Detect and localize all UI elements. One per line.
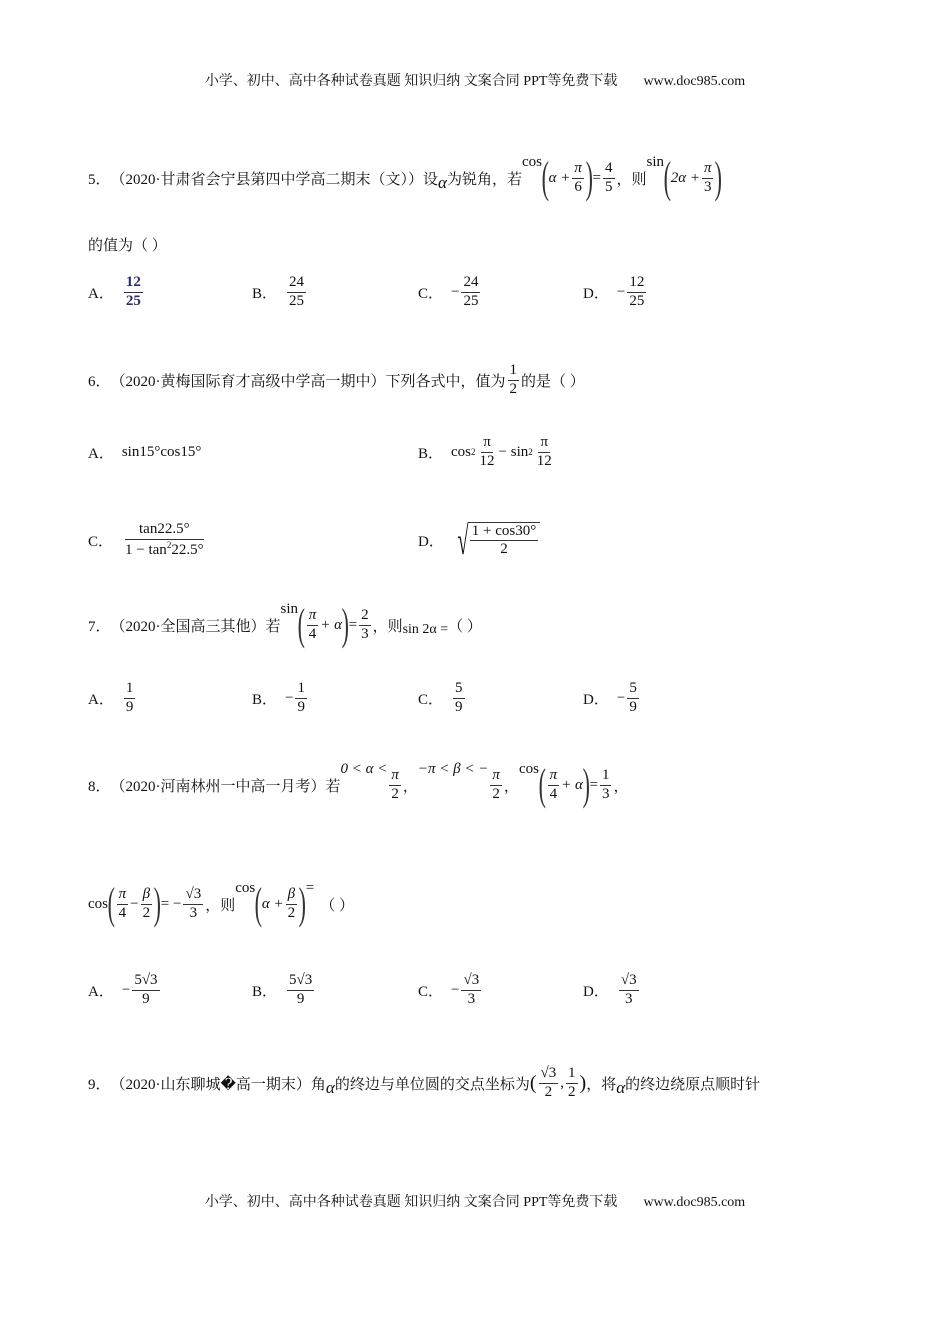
footer-text: 小学、初中、高中各种试卷真题 知识归纳 文案合同 PPT等免费下载 <box>204 1195 618 1210</box>
fraction <box>539 1065 559 1101</box>
den: 2 <box>287 904 296 921</box>
fraction <box>548 767 560 803</box>
question-5 <box>88 148 722 208</box>
num: π <box>481 434 493 452</box>
q-source: （2020·全国高三其他）若 <box>110 618 281 635</box>
option-label: D． <box>583 691 609 708</box>
den: 3 <box>601 785 610 802</box>
num: π <box>538 434 550 452</box>
num: 1 + cos30° <box>470 523 538 541</box>
den: 12 <box>479 452 495 469</box>
num: 1 <box>508 362 520 380</box>
fn-cos: cos <box>88 895 108 912</box>
expr: α + <box>261 895 284 912</box>
num: 5√3 <box>132 972 159 990</box>
num: β <box>286 886 297 904</box>
q-source: （2020·甘肃省会宁县第四中学高二期末（文））设 <box>110 171 439 188</box>
paren: ( <box>538 760 546 809</box>
den: 9 <box>297 698 305 715</box>
num: 5 <box>453 680 465 698</box>
paren: ) <box>298 879 307 928</box>
q-source: （2020·河南林州一中高一月考）若 <box>110 778 341 795</box>
den: 2 <box>509 380 518 397</box>
expr: + α <box>561 776 583 793</box>
fraction <box>627 274 646 310</box>
fraction <box>535 434 554 470</box>
fraction <box>572 160 584 196</box>
footer-url[interactable]: www.doc985.com <box>643 1195 746 1210</box>
num: 4 <box>603 160 615 178</box>
option-a[interactable] <box>88 960 162 1020</box>
option-label: D． <box>418 533 444 550</box>
comma: ， <box>402 778 418 795</box>
comma: ， <box>503 778 519 795</box>
den: 5 <box>605 178 613 195</box>
q-number: 7． <box>88 618 111 635</box>
expr: −π < β < − <box>417 761 489 777</box>
fn-sin: sin <box>280 601 299 617</box>
q-text: 的终边与单位圆的交点坐标为 <box>334 1076 530 1093</box>
expr: + α <box>320 616 342 633</box>
q-text: 的是（ ） <box>521 373 585 390</box>
fraction <box>508 362 520 398</box>
expr: α + <box>548 169 571 186</box>
option-d[interactable] <box>583 668 641 728</box>
paren: ( <box>663 153 672 202</box>
paren: ) <box>582 760 590 809</box>
sign: − <box>616 283 626 300</box>
fraction <box>287 972 314 1008</box>
option-label: B． <box>252 285 278 302</box>
option-label: C． <box>418 983 444 1000</box>
den: 12 <box>536 452 552 469</box>
comma: ， <box>613 778 629 795</box>
q-text: 为锐角，若 <box>446 171 522 188</box>
fraction <box>627 680 639 716</box>
expr: 0 < α < <box>340 761 388 777</box>
option-b[interactable] <box>252 262 308 322</box>
option-a[interactable] <box>88 422 201 482</box>
option-c[interactable] <box>88 510 208 570</box>
num: 12 <box>124 274 143 292</box>
fraction <box>117 886 129 922</box>
question-6 <box>88 350 585 410</box>
q-text: ，将 <box>586 1076 617 1093</box>
q-text: ，则 <box>616 171 647 188</box>
fraction <box>295 680 307 716</box>
option-c[interactable] <box>418 668 467 728</box>
option-label: D． <box>583 983 609 1000</box>
paren: ) <box>153 879 162 928</box>
den: 3 <box>361 625 369 642</box>
num: π <box>702 160 714 178</box>
option-d[interactable] <box>583 262 648 322</box>
exponent: 2 <box>528 447 533 457</box>
num: 1 <box>295 680 307 698</box>
fraction <box>124 680 136 716</box>
fraction <box>600 767 612 803</box>
paren: ) <box>585 153 593 202</box>
num: √3 <box>619 972 639 990</box>
paren: ) <box>579 1071 587 1094</box>
paren: ( <box>107 879 115 928</box>
q-number: 9． <box>88 1076 111 1093</box>
q-number: 6． <box>88 373 111 390</box>
option-d[interactable] <box>418 510 540 570</box>
page-footer <box>0 1191 950 1211</box>
num: π <box>307 607 319 625</box>
den: 3 <box>467 990 476 1007</box>
equals: = <box>348 616 358 633</box>
sign: − <box>616 689 626 706</box>
option-label: B． <box>418 445 444 462</box>
den: 6 <box>574 178 582 195</box>
q-text: （ ） <box>448 618 482 635</box>
den <box>123 540 206 559</box>
fraction <box>359 607 371 643</box>
option-c[interactable] <box>418 262 482 322</box>
equals: = <box>305 880 315 896</box>
den: 2 <box>500 541 508 557</box>
num: 1 <box>124 680 136 698</box>
fraction <box>307 607 319 643</box>
num: 1 <box>566 1065 578 1083</box>
den: 2 <box>142 904 151 921</box>
num: 24 <box>287 274 306 292</box>
alpha: α <box>616 1078 626 1097</box>
option-c[interactable] <box>418 960 483 1020</box>
fraction <box>453 680 465 716</box>
fraction <box>566 1065 578 1101</box>
sign: − <box>451 283 460 300</box>
num: 24 <box>461 274 480 292</box>
den: 9 <box>296 990 305 1007</box>
num: π <box>490 767 502 785</box>
fraction <box>490 767 502 803</box>
den: 25 <box>125 292 141 309</box>
num: √3 <box>461 972 481 990</box>
fraction <box>702 160 714 196</box>
den: 9 <box>142 990 150 1007</box>
question-9: 9． （2020·山东聊城�高一期末）角 α 的终边与单位圆的交点坐标为 ( $\frac{√3}{2}$ , $\frac{1}{2}$ ) ，将 α 的终边绕原点顺时针 <box>88 1065 761 1100</box>
num: π <box>389 767 401 785</box>
den: 3 <box>703 178 712 195</box>
fn-sin: − sin <box>498 443 529 460</box>
q-text: ，则 <box>205 897 236 914</box>
option-label: C． <box>418 285 444 302</box>
option-label: A． <box>88 983 114 1000</box>
equals: = <box>592 169 602 186</box>
den: 3 <box>189 904 198 921</box>
den: 2 <box>544 1083 553 1100</box>
num: 2 <box>359 607 371 625</box>
option-label: B． <box>252 691 278 708</box>
den: 9 <box>125 698 134 715</box>
den: 3 <box>624 990 633 1007</box>
option-label: C． <box>418 691 444 708</box>
num: π <box>117 886 129 904</box>
fn-cos: cos <box>451 443 472 460</box>
fraction <box>389 767 401 803</box>
option-label: A． <box>88 691 114 708</box>
num: β <box>141 886 152 904</box>
radical-icon: √ <box>457 517 469 563</box>
num: 1 <box>600 767 612 785</box>
den: 25 <box>289 292 305 309</box>
q-text: 的终边绕原点顺时针 <box>625 1076 761 1093</box>
num: √3 <box>539 1065 559 1083</box>
q-text: （ ） <box>320 897 355 914</box>
alpha: α <box>325 1078 335 1097</box>
option-a[interactable] <box>88 668 137 728</box>
fn-sin: sin <box>646 154 665 170</box>
option-b[interactable] <box>252 960 316 1020</box>
header-url[interactable]: www.doc985.com <box>643 74 746 89</box>
num: √3 <box>183 886 203 904</box>
den: 2 <box>492 785 500 802</box>
fraction <box>286 886 298 922</box>
sqrt <box>452 517 540 564</box>
fraction <box>461 274 480 310</box>
option-label: A． <box>88 285 114 302</box>
q-text: 的值为（ ） <box>88 237 167 254</box>
paren: ( <box>297 600 306 649</box>
option-d[interactable] <box>583 960 641 1020</box>
fn-cos: cos <box>521 154 542 170</box>
fn-cos: cos <box>518 761 539 777</box>
option-a[interactable] <box>88 262 145 322</box>
sign: − <box>121 981 131 998</box>
q-number: 8． <box>88 778 111 795</box>
fn-cos: cos <box>235 880 256 896</box>
question-7 <box>88 595 482 655</box>
expr: 2α + <box>670 169 700 186</box>
den: 4 <box>549 785 558 802</box>
page-header <box>0 70 950 90</box>
q-source: （2020·黄梅国际育才高级中学高一期中）下列各式中，值为 <box>110 373 506 390</box>
option-label: C． <box>88 533 114 550</box>
fraction <box>461 972 481 1008</box>
paren: ( <box>541 153 549 202</box>
expr: sin 2α = <box>402 622 449 637</box>
sign: − <box>451 981 460 998</box>
den: 25 <box>629 292 645 309</box>
paren: ) <box>341 600 349 649</box>
den-part: 22.5° <box>171 541 204 558</box>
paren: ) <box>715 153 723 202</box>
question-8 <box>88 755 629 815</box>
header-text: 小学、初中、高中各种试卷真题 知识归纳 文案合同 PPT等免费下载 <box>204 74 618 89</box>
equals: = <box>589 776 598 793</box>
fraction <box>603 160 615 196</box>
num: π <box>572 160 584 178</box>
option-b[interactable] <box>418 422 556 482</box>
den: 4 <box>308 625 317 642</box>
fraction <box>124 274 143 310</box>
q-source: （2020·山东聊城�高一期末）角 <box>110 1076 326 1093</box>
sign: − <box>285 689 294 706</box>
alpha: α <box>438 173 447 192</box>
den: 9 <box>455 698 463 715</box>
fraction <box>478 434 497 470</box>
option-label: A． <box>88 445 114 462</box>
fraction <box>619 972 639 1008</box>
minus: − <box>130 895 139 912</box>
option-expr: sin15°cos15° <box>121 443 202 460</box>
den: 9 <box>629 698 637 715</box>
q-number: 5． <box>88 171 111 188</box>
fraction <box>123 521 206 559</box>
exponent: 2 <box>166 539 172 550</box>
question-8-line-2 <box>88 874 354 934</box>
q-text: ，则 <box>372 618 403 635</box>
paren: ( <box>529 1071 537 1094</box>
option-label: D． <box>583 285 609 302</box>
num: 5√3 <box>287 972 314 990</box>
num: 12 <box>627 274 646 292</box>
den: 4 <box>118 904 127 921</box>
fraction <box>132 972 159 1008</box>
den: 2 <box>568 1083 576 1100</box>
option-b[interactable] <box>252 668 309 728</box>
num: 5 <box>627 680 639 698</box>
equals: = − <box>160 895 182 912</box>
den: 25 <box>463 292 479 309</box>
fraction <box>141 886 153 922</box>
num: tan22.5° <box>125 521 204 539</box>
num: π <box>548 767 560 785</box>
fraction <box>183 886 203 922</box>
exponent: 2 <box>471 447 476 457</box>
fraction <box>287 274 306 310</box>
den-part: 1 − tan <box>125 541 167 558</box>
den: 2 <box>391 785 399 802</box>
paren: ( <box>254 879 263 928</box>
option-label: B． <box>252 983 278 1000</box>
